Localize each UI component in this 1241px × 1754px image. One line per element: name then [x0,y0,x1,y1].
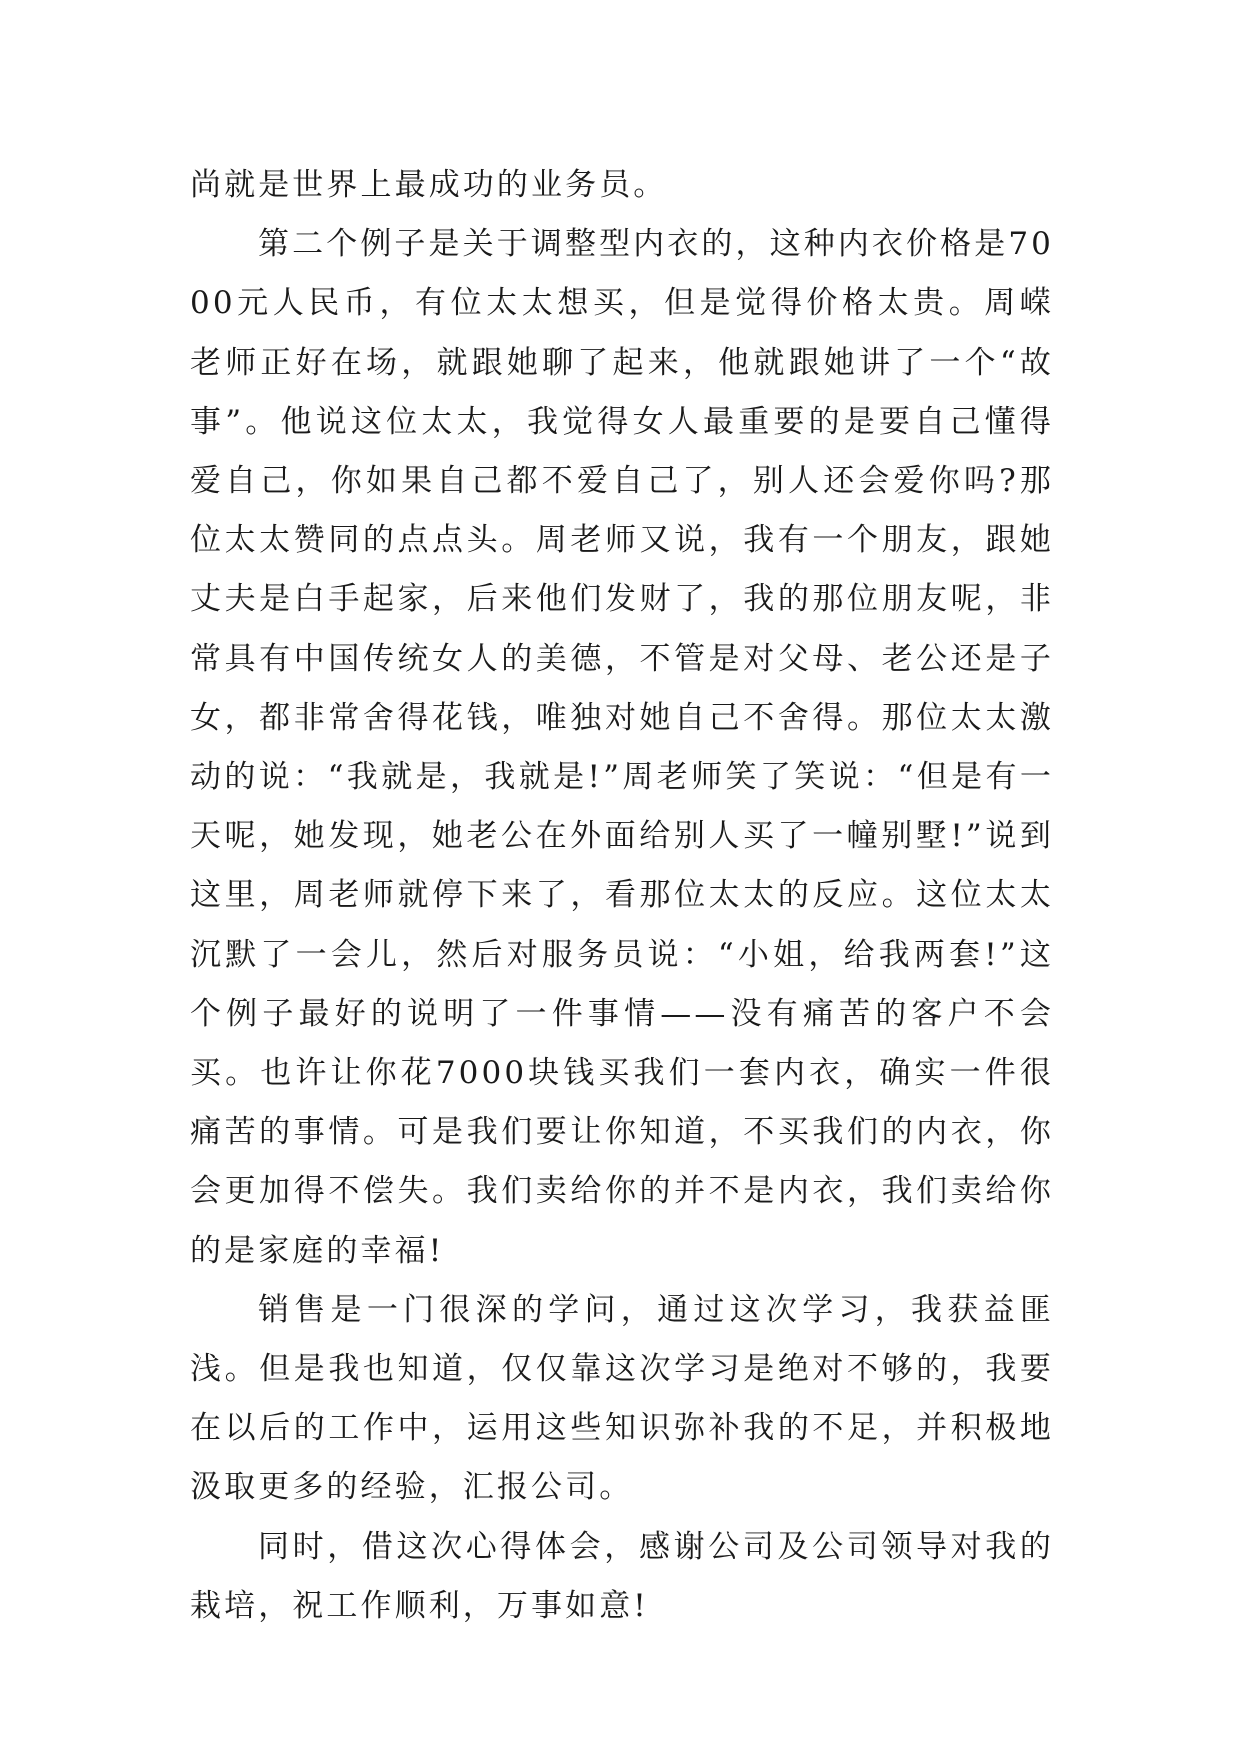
paragraph-sales-learning: 销售是一门很深的学问，通过这次学习，我获益匪浅。但是我也知道，仅仅靠这次学习是绝对不够的，我要在以后的工作中，运用这些知识弥补我的不足，并积极地汲取更多的经验，汇报公司。 [190,1291,1054,1506]
paragraph-thanks: 同时，借这次心得体会，感谢公司及公司领导对我的栽培，祝工作顺利，万事如意! [190,1528,1054,1624]
paragraph-example-underwear: 第二个例子是关于调整型内衣的，这种内衣价格是7000元人民币，有位太太想买，但是觉得价格太贵。周嵘老师正好在场，就跟她聊了起来，他就跟她讲了一个“故事”。他说这位太太，我觉得女人最重要的是要自己懂得爱自己，你如果自己都不爱自己了，别人还会爱你吗?那位太太赞同的点点头。周老师又说，我有一个朋友，跟她丈夫是白手起家，后来他们发财了，我的那位朋友呢，非常具有中国传统女人的美德，不管是对父母、老公还是子女，都非常舍得花钱，唯独对她自己不舍得。那位太太激动的说：“我就是，我就是!”周老师笑了笑说：“但是有一天呢，她发现，她老公在外面给别人买了一幢别墅!”说到这里，周老师就停下来了，看那位太太的反应。这位太太沉默了一会儿，然后对服务员说：“小姐，给我两套!”这个例子最好的说明了一件事情——没有痛苦的客户不会买。也许让你花7000块钱买我们一套内衣，确实一件很痛苦的事情。可是我们要让你知道，不买我们的内衣，你会更加得不偿失。我们卖给你的并不是内衣，我们卖给你的是家庭的幸福! [190,226,1054,1269]
document-body [190,156,1054,1636]
paragraph-continuation: 尚就是世界上最成功的业务员。 [190,167,668,203]
